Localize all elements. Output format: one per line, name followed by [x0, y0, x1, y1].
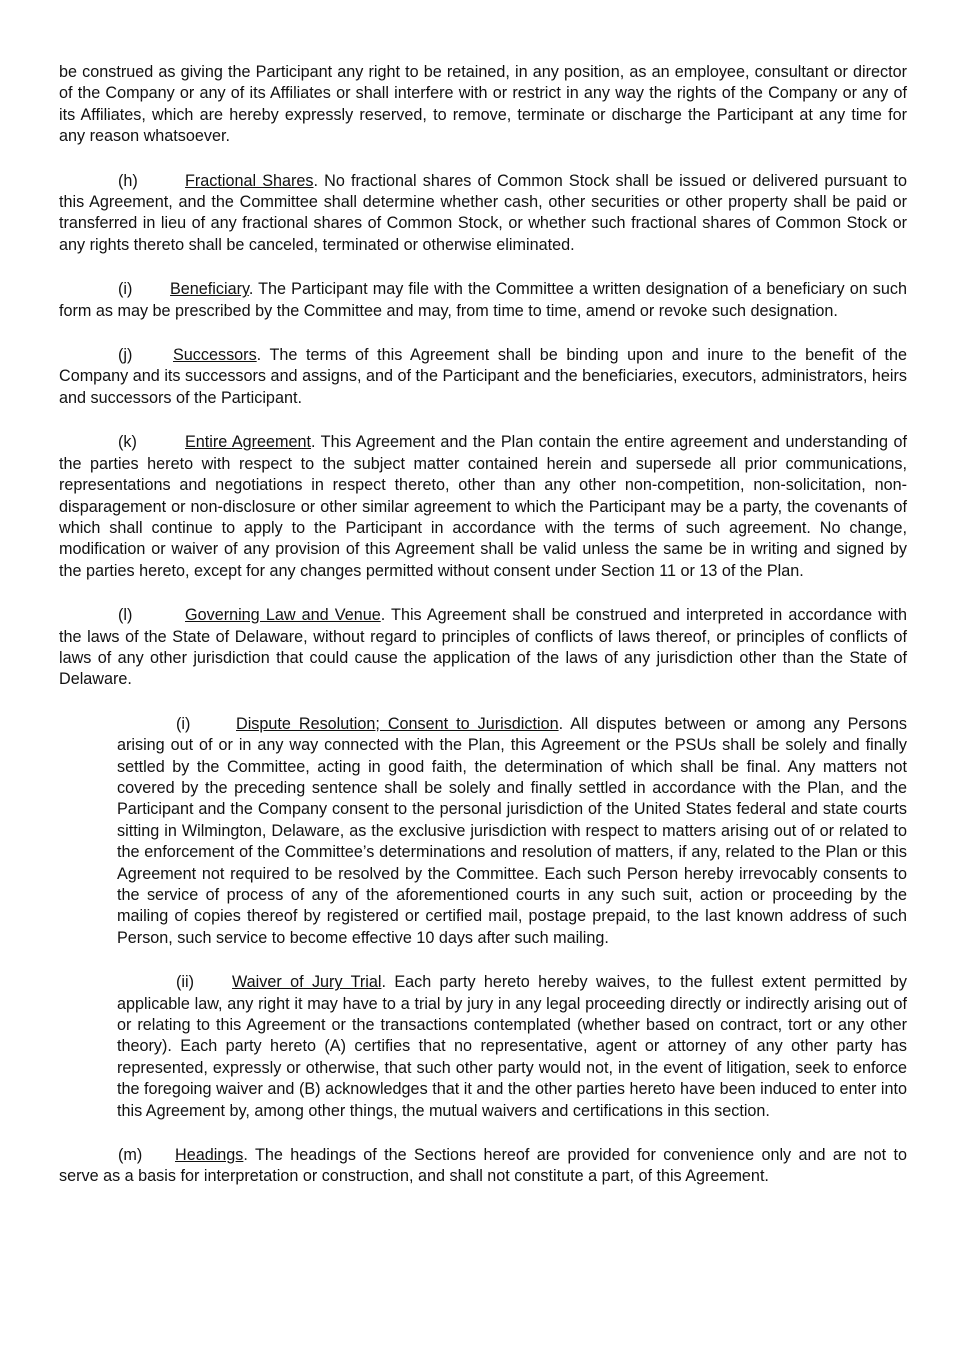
section-heading: Headings	[175, 1146, 244, 1165]
section-heading: Beneficiary	[170, 280, 249, 299]
section-marker: (i)	[118, 280, 133, 299]
section-text: . The Participant may file with the Committee a written designation of a beneficiary on such form as may be prescribed by the Committee and may, from time to time, amend or revoke such designation.	[59, 280, 907, 320]
subsection-marker: (ii)	[176, 973, 194, 992]
subsection-heading: Dispute Resolution; Consent to Jurisdiction	[236, 714, 559, 733]
section-i-beneficiary	[59, 279, 907, 322]
section-marker: (h)	[118, 171, 138, 190]
section-heading: Fractional Shares	[185, 171, 314, 190]
section-text: . The headings of the Sections hereof are provided for convenience only and are not to serve as a basis for interpretation or construction, and shall not constitute a part, of this Agreement.	[59, 1146, 907, 1186]
section-text: . This Agreement and the Plan contain the entire agreement and understanding of the parties hereto with respect to the subject matter contained herein and supersede all prior communications, representations and negotiations in respect thereto, other than any other non-competition, non-solicitation, non-disparagement or non-disclosure or other similar agreement to which the Participant may be a party, the covenants of which shall continue to apply to the Participant in accordance with the terms of such agreement. No change, modification or waiver of any provision of this Agreement shall be valid unless the same be in writing and signed by the parties hereto, except for any changes permitted without consent under Section 11 or 13 of the Plan.	[59, 433, 907, 580]
subsection-i-dispute-resolution	[117, 714, 907, 949]
subsection-ii-waiver-of-jury-trial	[117, 972, 907, 1122]
subsection-text: . All disputes between or among any Persons arising out of or in any way connected with the Plan, this Agreement or the PSUs shall be solely and finally settled by the Committee, acting in good faith, the determination of which shall be final. Any matters not covered by the preceding sentence shall be solely and finally settled in accordance with the Plan, and the Participant and the Company consent to the personal jurisdiction of the United States federal and state courts sitting in Wilmington, Delaware, as the exclusive jurisdiction with respect to matters arising out of or related to the enforcement of the Committee’s determinations and resolution of matters, if any, related to the Plan or this Agreement not required to be resolved by the Committee. Each such Person hereby irrevocably consents to the service of process of any of the aforementioned courts in any such suit, action or proceeding by the mailing of copies thereof by registered or certified mail, postage prepaid, to the last known address of such Person, such service to become effective 10 days after such mailing.	[117, 714, 907, 947]
document-page	[59, 62, 907, 1211]
section-m-headings	[59, 1145, 907, 1188]
section-text: . No fractional shares of Common Stock shall be issued or delivered pursuant to this Agreement, and the Committee shall determine whether cash, other securities or other property shall be paid or transferred in lieu of any fractional shares of Common Stock, or whether such fractional shares of Common Stock or any rights thereto shall be canceled, terminated or otherwise eliminated.	[59, 171, 907, 254]
subsection-heading: Waiver of Jury Trial	[232, 973, 382, 992]
section-h-fractional-shares	[59, 171, 907, 257]
section-text: . This Agreement shall be construed and interpreted in accordance with the laws of the State of Delaware, without regard to principles of conflicts of laws thereof, or principles of conflicts of laws of any other jurisdiction that could cause the application of the laws of any jurisdiction other than the State of Delaware.	[59, 606, 908, 689]
subsection-marker: (i)	[176, 714, 191, 733]
section-marker: (k)	[118, 433, 137, 452]
section-marker: (j)	[118, 346, 133, 365]
section-text: . The terms of this Agreement shall be binding upon and inure to the benefit of the Company and its successors and assigns, and of the Participant and the beneficiaries, executors, administrators, heirs and successors of the Participant.	[59, 346, 907, 407]
subsection-text: . Each party hereto hereby waives, to the fullest extent permitted by applicable law, any right it may have to a trial by jury in any legal proceeding directly or indirectly arising out of or relating to this Agreement or the transactions contemplated (whether based on contract, tort or any other theory). Each party hereto (A) certifies that no representative, agent or attorney of any other party has represented, expressly or otherwise, that such other party would not, in the event of litigation, seek to enforce the foregoing waiver and (B) acknowledges that it and the other parties hereto have been induced to enter into this Agreement by, among other things, the mutual waivers and certifications in this section.	[117, 973, 907, 1120]
section-heading: Successors	[173, 346, 257, 365]
continuation-paragraph: be construed as giving the Participant any right to be retained, in any position, as an employee, consultant or director of the Company or any of its Affiliates or shall interfere with or restrict in any way the rights of the Company or any of its Affiliates, which are hereby expressly reserved, to remove, terminate or discharge the Participant at any time for any reason whatsoever.	[59, 63, 907, 146]
section-k-entire-agreement	[59, 432, 907, 582]
section-j-successors	[59, 345, 907, 409]
section-l-governing-law	[59, 605, 907, 691]
section-marker: (l)	[118, 606, 133, 625]
section-heading: Entire Agreement	[185, 433, 312, 452]
section-marker: (m)	[118, 1146, 143, 1165]
section-heading: Governing Law and Venue	[185, 606, 381, 625]
